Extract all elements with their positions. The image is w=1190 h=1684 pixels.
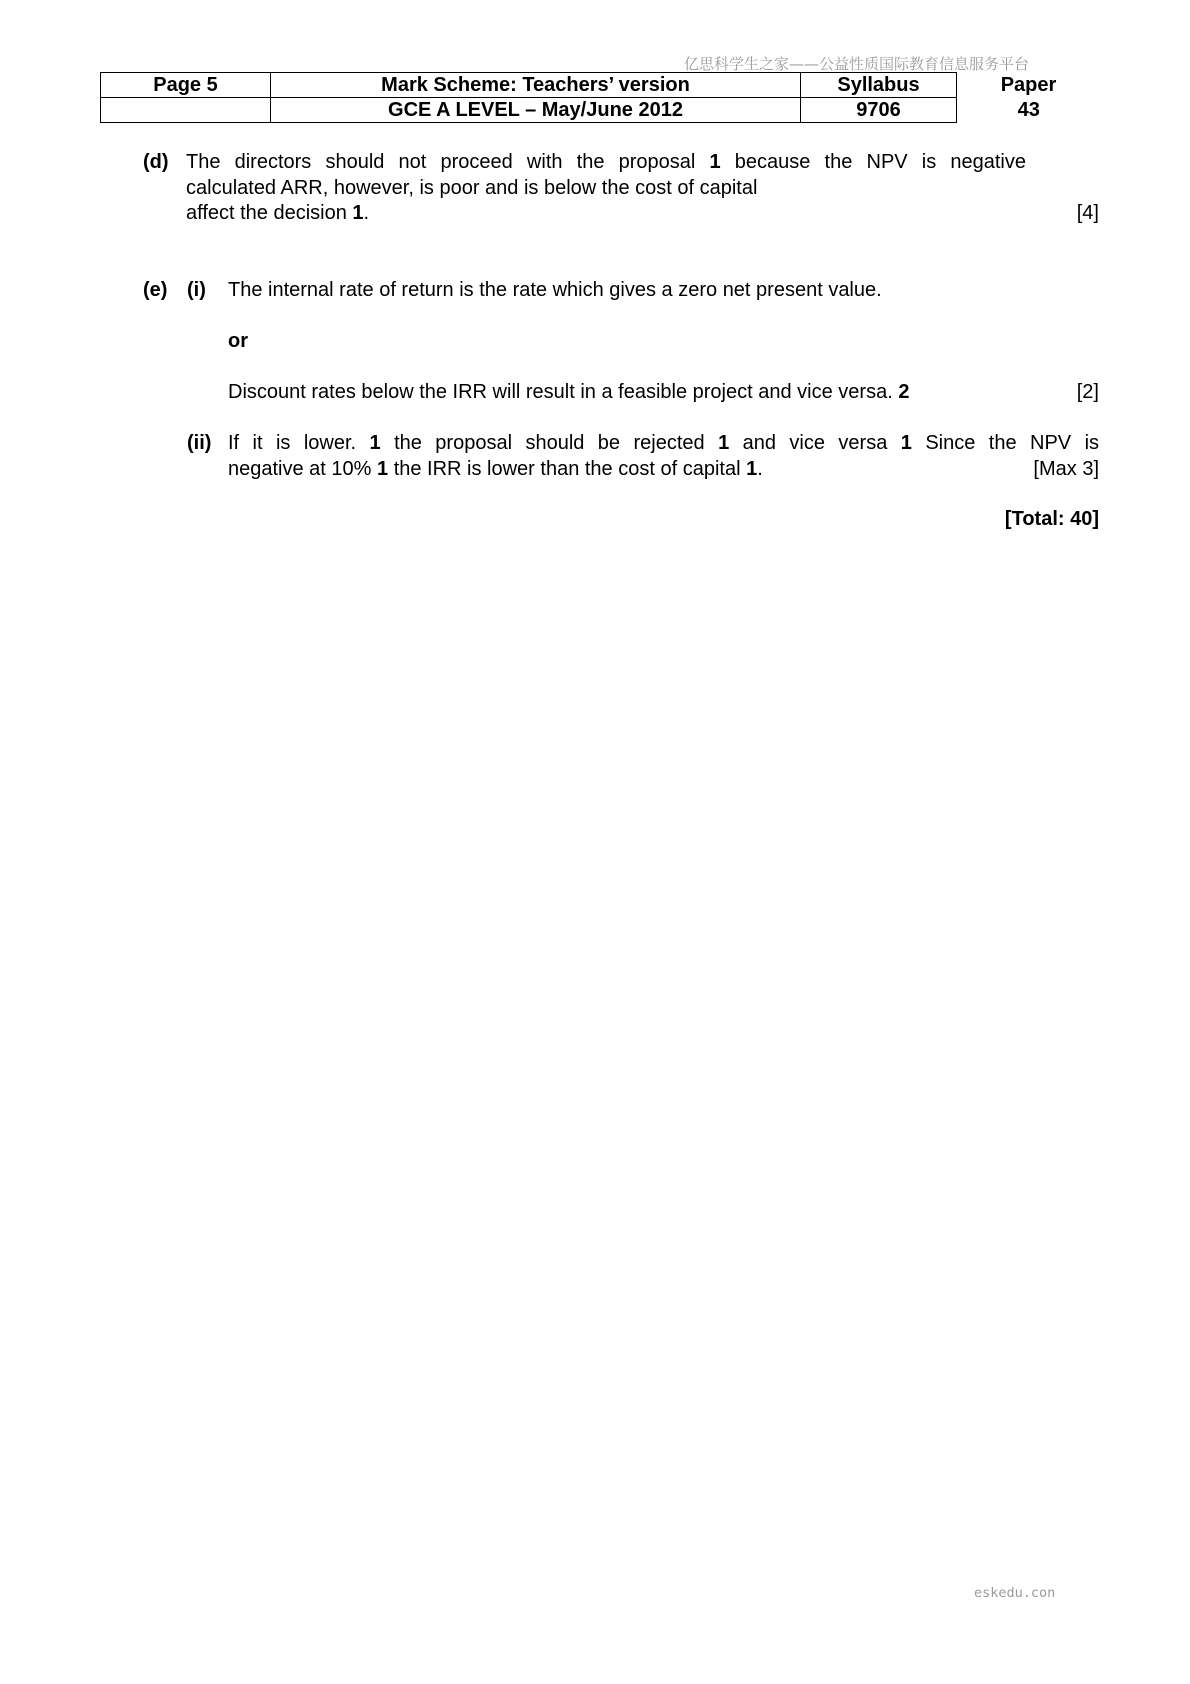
text-run: the IRR is lower than the cost of capital xyxy=(393,458,741,480)
part-e-ii-label: (ii) xyxy=(187,432,212,454)
mark-value: 1 xyxy=(746,458,758,480)
mark-value: 1 xyxy=(709,151,721,173)
text-run: the proposal should be rejected xyxy=(394,432,705,454)
part-e-ii-marks: [Max 3] xyxy=(1033,458,1099,480)
mark-value: 2 xyxy=(898,381,910,403)
text-run: Since the NPV is xyxy=(925,432,1099,454)
mark-value: 1 xyxy=(369,432,381,454)
text-run: negative at 10% xyxy=(228,458,372,480)
empty-cell xyxy=(101,98,271,123)
text-run: If it is lower. xyxy=(228,432,357,454)
total-marks: [Total: 40] xyxy=(1004,508,1099,530)
text-run: . xyxy=(757,458,763,480)
part-e-i-label: (i) xyxy=(187,279,206,301)
part-e-i-line-1: The internal rate of return is the rate which gives a zero net present value. xyxy=(228,279,882,301)
part-d-line-2: calculated ARR, however, is poor and is below the cost of capital xyxy=(186,177,758,199)
part-e-ii-line-1 xyxy=(228,430,1099,456)
part-e-i-or: or xyxy=(228,330,248,352)
paper-number-cell: 43 xyxy=(1017,99,1040,121)
part-e-label: (e) xyxy=(143,279,168,301)
page-number-cell: Page 5 xyxy=(101,73,271,98)
exam-session-cell: GCE A LEVEL – May/June 2012 xyxy=(271,98,801,123)
text-run: . xyxy=(363,202,370,224)
syllabus-code-cell: 9706 xyxy=(801,98,957,123)
part-e-ii-line-2 xyxy=(228,456,763,482)
watermark-bottom: eskedu.con xyxy=(974,1585,1056,1601)
mark-value: 1 xyxy=(352,202,364,224)
text-run: because the NPV is negative xyxy=(734,151,1026,173)
part-d-line-1 xyxy=(186,149,1026,175)
paper-label-cell: Paper xyxy=(1000,74,1057,96)
syllabus-label-cell: Syllabus xyxy=(801,73,957,98)
mark-value: 1 xyxy=(900,432,912,454)
mark-value: 1 xyxy=(718,432,730,454)
header-row-1 xyxy=(101,73,1101,98)
text-run: affect the decision xyxy=(186,202,347,224)
part-d-line-3 xyxy=(186,200,369,226)
part-e-i-marks: [2] xyxy=(1076,381,1099,403)
mark-value: 1 xyxy=(377,458,389,480)
watermark-top: 亿思科学生之家——公益性质国际教育信息服务平台 xyxy=(684,55,1030,73)
text-run: Discount rates below the IRR will result in a feasible project and vice versa. xyxy=(228,381,893,403)
part-e-i-line-2 xyxy=(228,379,909,405)
text-run: and vice versa xyxy=(742,432,888,454)
part-d-marks: [4] xyxy=(1076,202,1099,224)
text-run: The directors should not proceed with the proposal xyxy=(186,151,696,173)
header-row-2 xyxy=(101,98,1101,123)
header-table xyxy=(100,72,1101,123)
document-title-cell: Mark Scheme: Teachers’ version xyxy=(271,73,801,98)
part-d-label: (d) xyxy=(143,151,169,173)
